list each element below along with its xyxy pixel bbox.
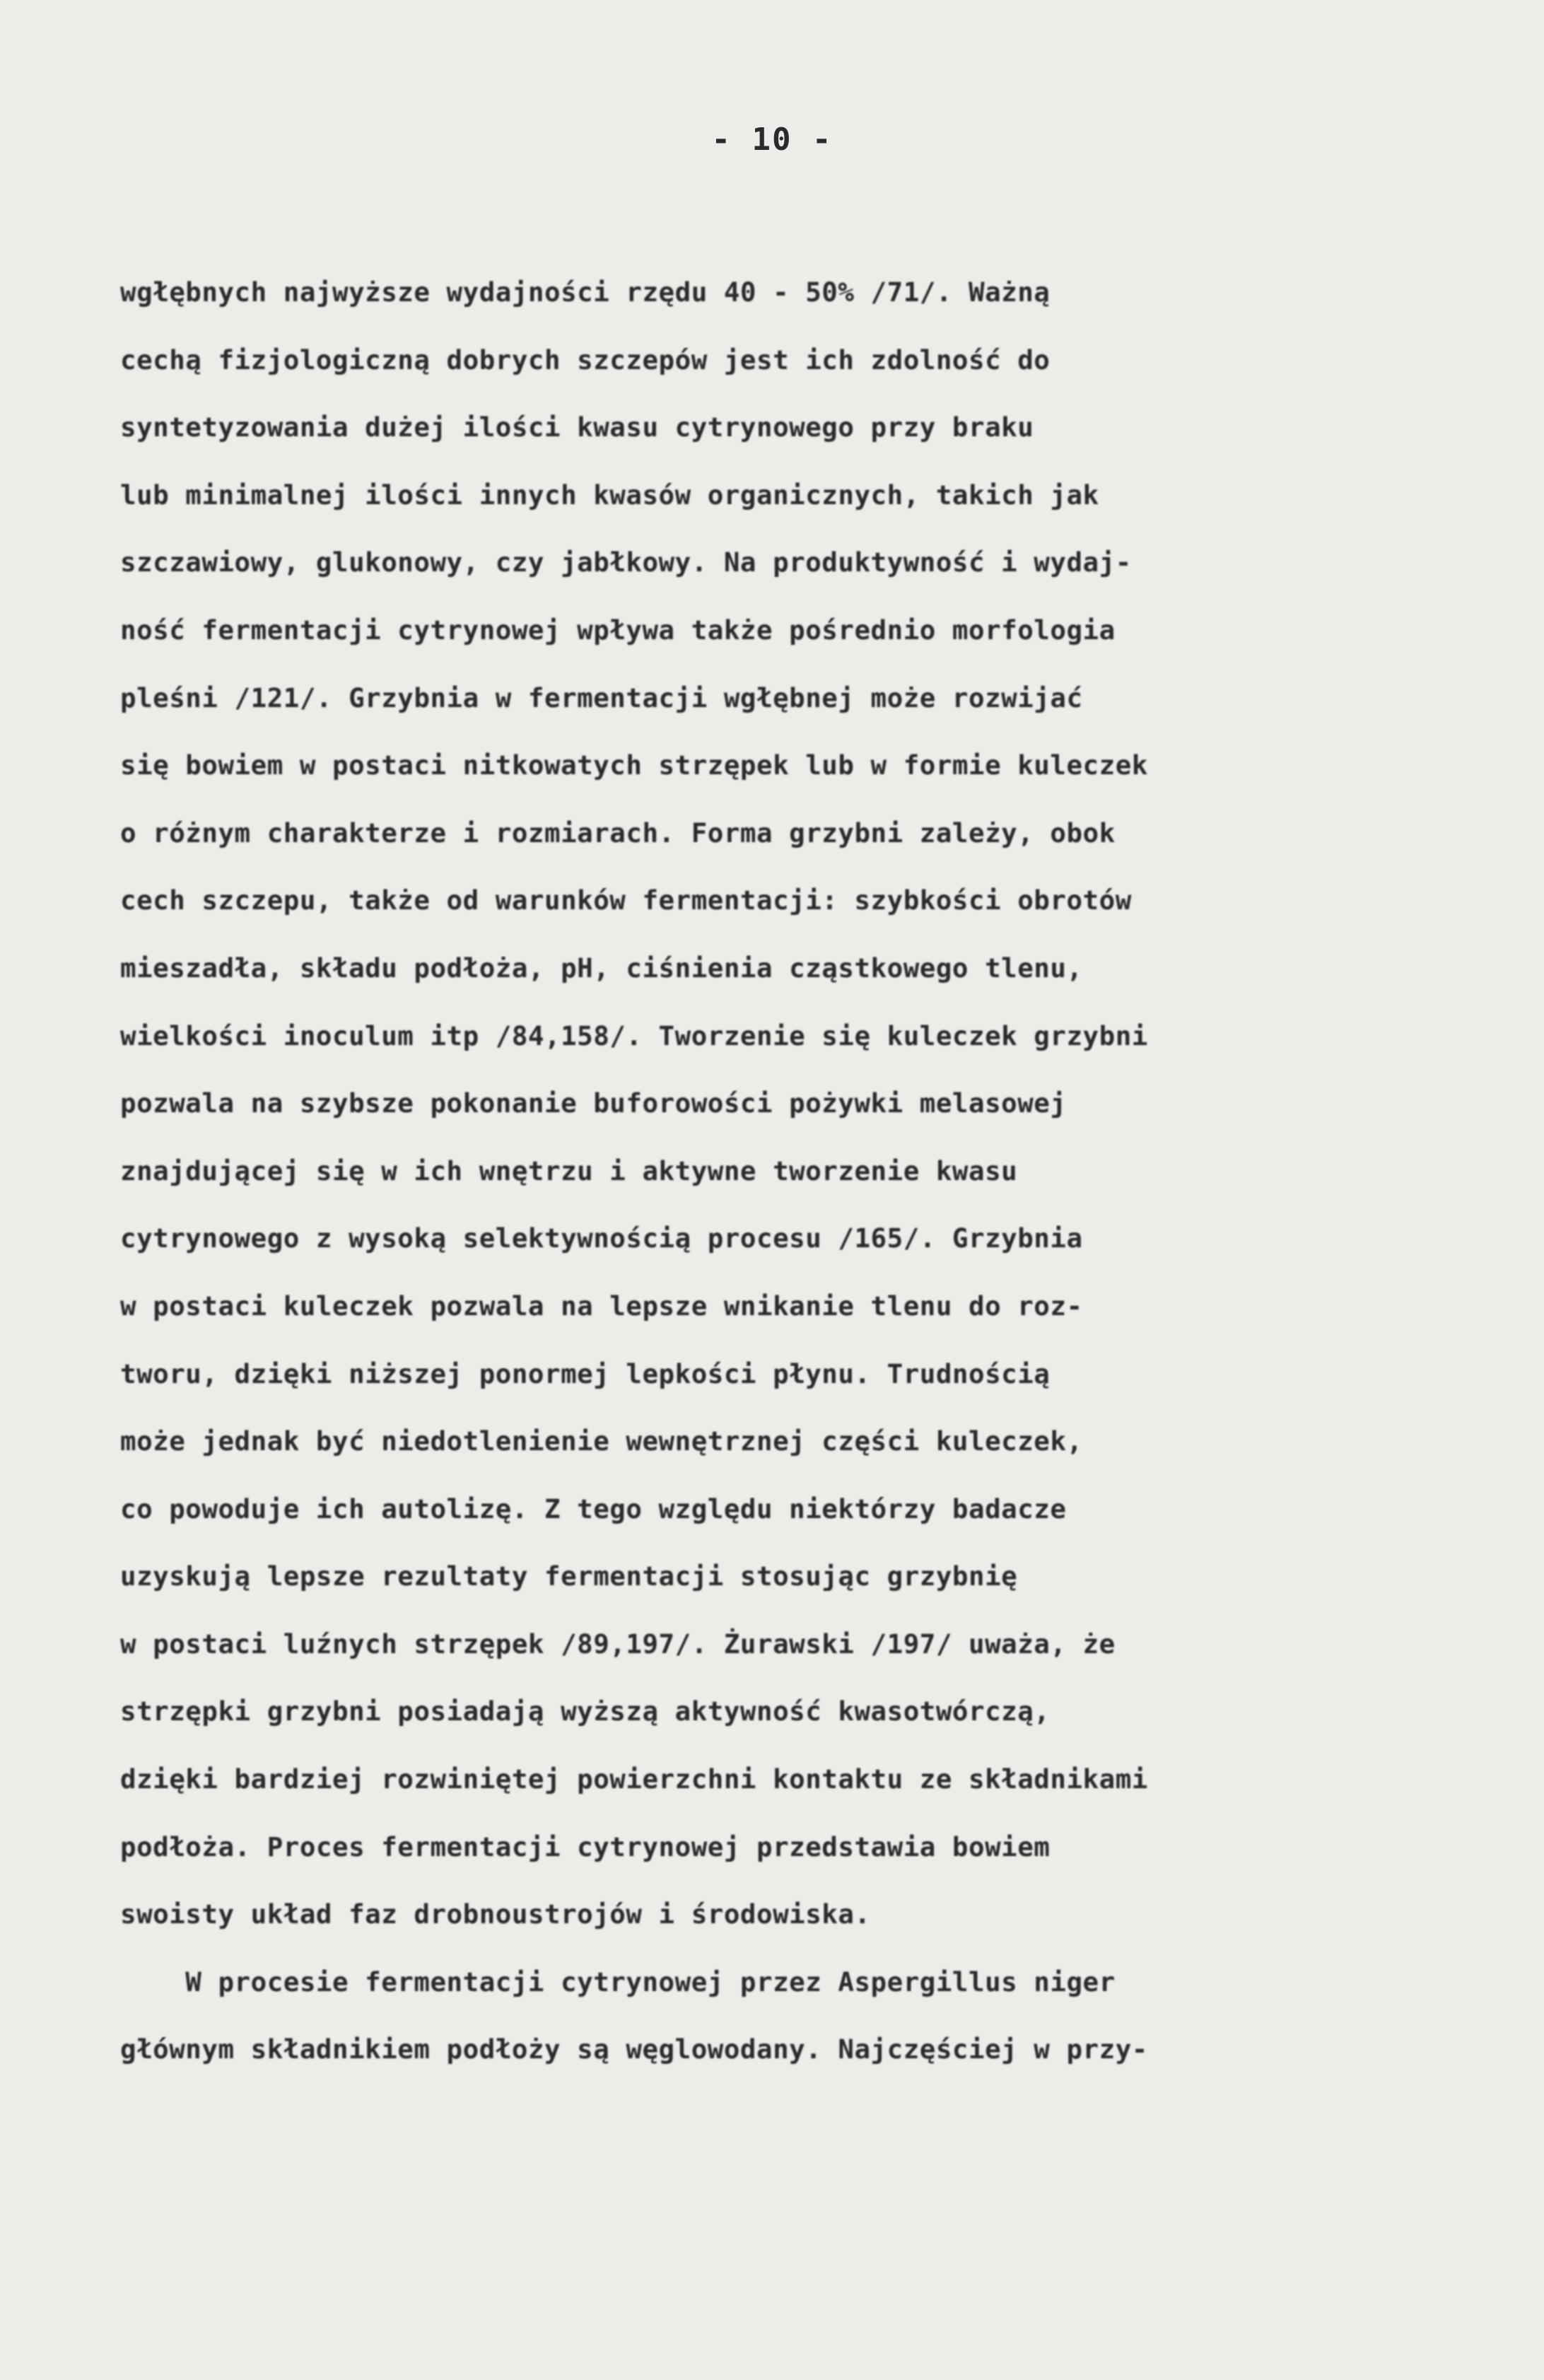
- text-line: wielkości inoculum itp /84,158/. Tworzenie się kuleczek grzybni: [120, 1020, 1148, 1051]
- text-line: głównym składnikiem podłoży są węglowodany. Najczęściej w przy-: [120, 2034, 1148, 2065]
- text-line: w postaci kuleczek pozwala na lepsze wnikanie tlenu do roz-: [120, 1290, 1083, 1322]
- text-line: wgłębnych najwyższe wydajności rzędu 40 - 50% /71/. Ważną: [120, 276, 1051, 308]
- text-line: swoisty układ faz drobnoustrojów i środowiska.: [120, 1898, 871, 1930]
- text-line: ność fermentacji cytrynowej wpływa także pośrednio morfologia: [120, 614, 1116, 646]
- text-line: szczawiowy, glukonowy, czy jabłkowy. Na produktywność i wydaj-: [120, 547, 1132, 578]
- body-text: [120, 259, 1499, 2084]
- text-line: cechą fizjologiczną dobrych szczepów jest ich zdolność do: [120, 344, 1051, 375]
- text-line: pozwala na szybsze pokonanie buforowości pożywki melasowej: [120, 1087, 1067, 1119]
- text-line: co powoduje ich autolizę. Z tego względu niektórzy badacze: [120, 1493, 1067, 1524]
- text-line: uzyskują lepsze rezultaty fermentacji stosując grzybnię: [120, 1561, 1018, 1592]
- text-line: mieszadła, składu podłoża, pH, ciśnienia cząstkowego tlenu,: [120, 952, 1083, 984]
- text-line: podłoża. Proces fermentacji cytrynowej przedstawia bowiem: [120, 1831, 1051, 1862]
- text-line: W procesie fermentacji cytrynowej przez Aspergillus niger: [120, 1966, 1116, 1997]
- text-line: się bowiem w postaci nitkowatych strzępek lub w formie kuleczek: [120, 749, 1148, 781]
- text-line: syntetyzowania dużej ilości kwasu cytrynowego przy braku: [120, 412, 1034, 443]
- page-number: - 10 -: [711, 122, 833, 158]
- text-line: cech szczepu, także od warunków fermentacji: szybkości obrotów: [120, 885, 1132, 916]
- text-line: pleśni /121/. Grzybnia w fermentacji wgłębnej może rozwijać: [120, 682, 1083, 713]
- text-line: w postaci luźnych strzępek /89,197/. Żurawski /197/ uważa, że: [120, 1628, 1116, 1659]
- text-line: dzięki bardziej rozwiniętej powierzchni kontaktu ze składnikami: [120, 1763, 1148, 1795]
- text-line: tworu, dzięki niższej ponormej lepkości płynu. Trudnością: [120, 1358, 1051, 1389]
- text-line: cytrynowego z wysoką selektywnością procesu /165/. Grzybnia: [120, 1223, 1083, 1254]
- text-line: strzępki grzybni posiadają wyższą aktywność kwasotwórczą,: [120, 1696, 1051, 1727]
- text-line: lub minimalnej ilości innych kwasów organicznych, takich jak: [120, 479, 1099, 511]
- text-line: może jednak być niedotlenienie wewnętrznej części kuleczek,: [120, 1425, 1083, 1457]
- text-line: o różnym charakterze i rozmiarach. Forma grzybni zależy, obok: [120, 817, 1116, 848]
- text-line: znajdującej się w ich wnętrzu i aktywne tworzenie kwasu: [120, 1155, 1018, 1186]
